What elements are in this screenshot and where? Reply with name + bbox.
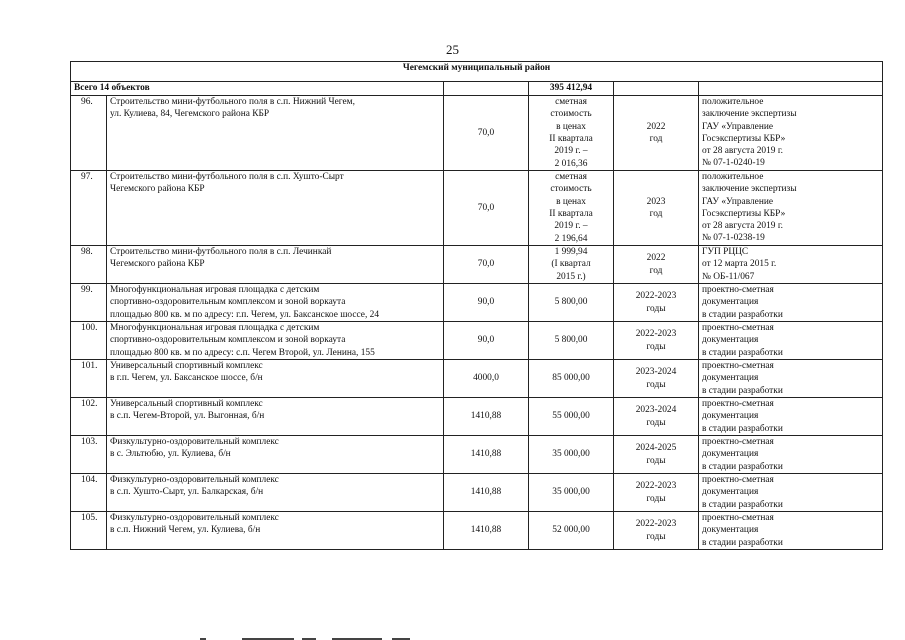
object-name-cell [107,96,444,171]
object-year: 2022-2023 годы [635,481,677,504]
object-area-cell [444,398,529,436]
object-name: Физкультурно-оздоровительный комплекс в с. Эльтюбю, ул. Кулиева, б/н [110,437,279,460]
total-empty-cell [614,82,699,96]
table-row [71,436,883,474]
row-number-cell [71,436,107,474]
page-bottom-edge-marks [200,632,430,640]
object-year-cell [614,246,699,284]
object-name: Универсальный спортивный комплекс в г.п. Чегем, ул. Баксанское шоссе, б/н [110,361,263,384]
row-number: 101. [81,361,98,371]
object-name-cell [107,322,444,360]
object-basis-cell [699,284,883,322]
object-cost: 35 000,00 [552,449,590,460]
row-number-cell [71,474,107,512]
row-number-cell [71,284,107,322]
object-name-cell [107,474,444,512]
object-area: 70,0 [477,127,495,138]
table-row [71,322,883,360]
object-cost: 55 000,00 [552,411,590,422]
row-number-cell [71,171,107,246]
object-cost-cell [529,246,614,284]
table-row [71,474,883,512]
total-value: 395 412,94 [529,82,614,96]
object-basis-cell [699,398,883,436]
table-row [71,246,883,284]
table-row [71,284,883,322]
object-area-cell [444,474,529,512]
object-year-cell [614,512,699,550]
object-area: 70,0 [477,202,495,213]
total-empty-cell [444,82,529,96]
row-number: 102. [81,399,98,409]
object-year-cell [614,96,699,171]
object-basis-cell [699,512,883,550]
object-area: 70,0 [477,259,495,270]
object-basis-cell [699,96,883,171]
object-year: 2023-2024 годы [635,405,677,428]
object-cost: 35 000,00 [552,487,590,498]
object-year: 2023 год [646,196,666,219]
object-cost: 52 000,00 [552,525,590,536]
object-area: 4000,0 [473,373,499,384]
object-area: 1410,88 [470,411,502,422]
object-cost-cell [529,398,614,436]
table-row [71,360,883,398]
object-cost: 5 800,00 [554,297,588,308]
object-basis: проектно-сметная документация в стадии разработки [702,361,783,396]
object-basis: проектно-сметная документация в стадии разработки [702,285,783,320]
objects-table [70,61,883,550]
table-row [71,96,883,171]
object-name-cell [107,171,444,246]
object-area-cell [444,436,529,474]
row-number-cell [71,246,107,284]
row-number: 97. [81,172,93,182]
object-cost-cell [529,512,614,550]
object-area: 1410,88 [470,487,502,498]
object-basis-cell [699,246,883,284]
row-number: 96. [81,97,93,107]
object-area-cell [444,171,529,246]
object-area-cell [444,284,529,322]
object-cost-cell [529,284,614,322]
total-empty-cell [699,82,883,96]
object-area-cell [444,246,529,284]
object-name-cell [107,512,444,550]
object-name-cell [107,398,444,436]
object-year-cell [614,436,699,474]
object-name: Универсальный спортивный комплекс в с.п. Чегем-Второй, ул. Выгонная, б/н [110,399,265,422]
object-basis-cell [699,322,883,360]
object-name-cell [107,436,444,474]
page-number: 25 [446,42,459,57]
row-number-cell [71,96,107,171]
object-name: Строительство мини-футбольного поля в с.п. Нижний Чегем, ул. Кулиева, 84, Чегемского района КБР [110,97,355,120]
object-name: Физкультурно-оздоровительный комплекс в с.п. Нижний Чегем, ул. Кулиева, б/н [110,513,279,536]
row-number: 98. [81,247,93,257]
object-cost: сметная стоимость в ценах II квартала 2019 г. – 2 016,36 [549,97,593,169]
district-header-row [71,62,883,82]
object-cost: 1 999,94 (I квартал 2015 г.) [551,247,591,282]
object-basis-cell [699,474,883,512]
row-number: 103. [81,437,98,447]
object-basis: проектно-сметная документация в стадии разработки [702,437,783,472]
object-year: 2023-2024 годы [635,367,677,390]
object-area: 1410,88 [470,525,502,536]
row-number: 104. [81,475,98,485]
object-name: Физкультурно-оздоровительный комплекс в с.п. Хушто-Сырт, ул. Балкарская, б/н [110,475,279,498]
object-year-cell [614,171,699,246]
object-basis: положительное заключение экспертизы ГАУ «Управление Госэкспертизы КБР» от 28 августа 2019 г. № 07-1-0238-19 [702,172,797,244]
object-year-cell [614,398,699,436]
object-area-cell [444,322,529,360]
object-basis: положительное заключение экспертизы ГАУ «Управление Госэкспертизы КБР» от 28 августа 2019 г. № 07-1-0240-19 [702,97,797,169]
object-year-cell [614,474,699,512]
row-number-cell [71,360,107,398]
object-name-cell [107,360,444,398]
object-name-cell [107,246,444,284]
object-basis-cell [699,171,883,246]
object-cost-cell [529,436,614,474]
object-year-cell [614,284,699,322]
object-area: 90,0 [477,335,495,346]
object-basis: проектно-сметная документация в стадии разработки [702,475,783,510]
object-cost-cell [529,474,614,512]
object-year-cell [614,322,699,360]
object-basis: ГУП РЦЦС от 12 марта 2015 г. № ОБ-11/067 [702,247,777,282]
object-basis-cell [699,360,883,398]
object-area-cell [444,360,529,398]
object-year: 2022-2023 годы [635,291,677,314]
object-cost-cell [529,322,614,360]
object-area-cell [444,96,529,171]
object-basis: проектно-сметная документация в стадии разработки [702,513,783,548]
object-year: 2022 год [646,253,666,276]
row-number-cell [71,322,107,360]
total-row [71,82,883,96]
row-number-cell [71,512,107,550]
object-name: Многофункциональная игровая площадка с детским спортивно-оздоровительным комплексом и зоной воркаута площадью 800 кв. м по адресу: с.п. Чегем Второй, ул. Ленина, 155 [110,323,375,358]
row-number: 100. [81,323,98,333]
object-area: 1410,88 [470,449,502,460]
object-year: 2024-2025 годы [635,443,677,466]
table-row [71,398,883,436]
object-cost-cell [529,96,614,171]
object-year: 2022-2023 годы [635,519,677,542]
object-year-cell [614,360,699,398]
district-title: Чегемский муниципальный район [71,62,883,82]
object-basis-cell [699,436,883,474]
object-name-cell [107,284,444,322]
row-number-cell [71,398,107,436]
object-year: 2022-2023 годы [635,329,677,352]
object-cost: 85 000,00 [552,373,590,384]
object-name: Многофункциональная игровая площадка с детским спортивно-оздоровительным комплексом и зоной воркаута площадью 800 кв. м по адресу: г.п. Чегем, ул. Баксанское шоссе, 24 [110,285,380,320]
object-basis: проектно-сметная документация в стадии разработки [702,399,783,434]
object-cost-cell [529,360,614,398]
row-number: 99. [81,285,93,295]
row-number: 105. [81,513,98,523]
object-cost: 5 800,00 [554,335,588,346]
object-area: 90,0 [477,297,495,308]
object-year: 2022 год [646,121,666,144]
total-label: Всего 14 объектов [71,82,444,96]
object-basis: проектно-сметная документация в стадии разработки [702,323,783,358]
table-row [71,171,883,246]
object-name: Строительство мини-футбольного поля в с.п. Хушто-Сырт Чегемского района КБР [110,172,344,195]
table-row [71,512,883,550]
object-name: Строительство мини-футбольного поля в с.п. Лечинкай Чегемского района КБР [110,247,332,270]
object-cost-cell [529,171,614,246]
object-cost: сметная стоимость в ценах II квартала 2019 г. – 2 196,64 [549,172,593,244]
object-area-cell [444,512,529,550]
